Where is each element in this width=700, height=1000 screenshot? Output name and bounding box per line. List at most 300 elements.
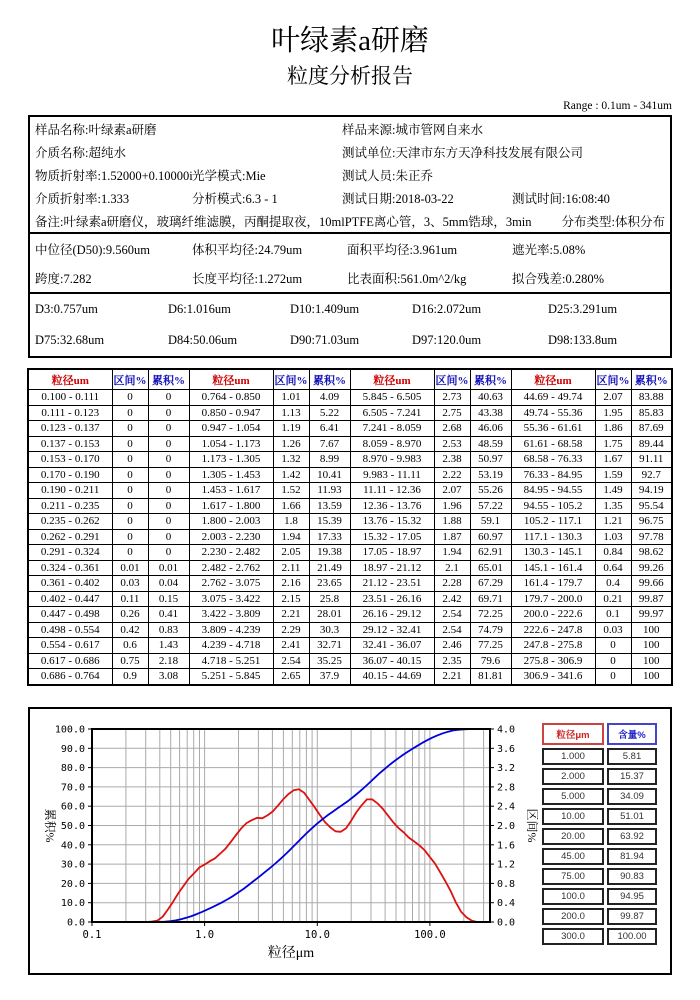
interval-cell: 2.54 — [434, 607, 470, 623]
svg-text:10.0: 10.0 — [304, 928, 330, 941]
size-range-cell: 49.74 - 55.36 — [511, 405, 595, 421]
cumulative-cell: 60.97 — [470, 529, 511, 545]
cumulative-cell: 0.15 — [148, 591, 189, 607]
interval-cell: 1.59 — [595, 467, 631, 483]
size-range-cell: 145.1 - 161.4 — [511, 560, 595, 576]
content-row — [542, 768, 657, 785]
size-range-cell: 0.764 - 0.850 — [189, 390, 273, 406]
d3-value: D3:0.757um — [35, 302, 98, 316]
size-range-cell: 3.809 - 4.239 — [189, 622, 273, 638]
interval-cell: 2.73 — [434, 390, 470, 406]
size-range-cell: 12.36 - 13.76 — [350, 498, 434, 514]
cumulative-cell: 74.79 — [470, 622, 511, 638]
col-header-size: 粒径um — [189, 369, 273, 390]
cumulative-cell: 57.22 — [470, 498, 511, 514]
table-row — [28, 514, 672, 530]
col-header-interval: 区间% — [273, 369, 309, 390]
distribution-table-body — [28, 390, 672, 685]
size-range-cell: 179.7 - 200.0 — [511, 591, 595, 607]
table-row — [28, 405, 672, 421]
cumulative-cell: 85.83 — [631, 405, 672, 421]
table-row — [28, 576, 672, 592]
size-range-cell: 4.718 - 5.251 — [189, 653, 273, 669]
svg-text:0.4: 0.4 — [497, 897, 516, 909]
table-row — [28, 591, 672, 607]
tester: 测试人员:朱正乔 — [342, 168, 433, 183]
test-date: 测试日期:2018-03-22 — [342, 191, 454, 206]
size-range-cell: 1.453 - 1.617 — [189, 483, 273, 499]
interval-cell: 0.11 — [112, 591, 148, 607]
table-row — [28, 452, 672, 468]
span-value: 跨度:7.282 — [35, 271, 92, 286]
sample-info-box — [28, 115, 672, 234]
cumulative-cell: 13.59 — [309, 498, 350, 514]
content-percent-cell: 63.92 — [607, 828, 657, 845]
cumulative-cell: 97.78 — [631, 529, 672, 545]
cumulative-cell: 0.04 — [148, 576, 189, 592]
size-range-cell: 5.845 - 6.505 — [350, 390, 434, 406]
interval-cell: 0.9 — [112, 669, 148, 685]
remark: 备注:叶绿素a研磨仪，玻璃纤维滤膜，丙酮提取夜，10mlPTFE离心管，3、5mm锆球，3min — [35, 214, 532, 229]
cumulative-cell: 23.65 — [309, 576, 350, 592]
content-row — [542, 848, 657, 865]
size-range-cell: 9.983 - 11.11 — [350, 467, 434, 483]
cumulative-cell: 65.01 — [470, 560, 511, 576]
interval-cell: 2.1 — [434, 560, 470, 576]
size-range-cell: 29.12 - 32.41 — [350, 622, 434, 638]
info-row — [30, 117, 670, 140]
cumulative-cell: 8.99 — [309, 452, 350, 468]
content-row — [542, 748, 657, 765]
interval-cell: 1.87 — [434, 529, 470, 545]
size-range-cell: 275.8 - 306.9 — [511, 653, 595, 669]
content-size-cell: 1.000 — [542, 748, 604, 765]
content-size-cell: 300.0 — [542, 928, 604, 945]
size-range-cell: 0.123 - 0.137 — [28, 421, 112, 437]
cumulative-cell: 100 — [631, 638, 672, 654]
interval-cell: 0 — [112, 483, 148, 499]
interval-cell: 0.4 — [595, 576, 631, 592]
interval-cell: 0.84 — [595, 545, 631, 561]
table-row — [28, 529, 672, 545]
cumulative-cell: 43.38 — [470, 405, 511, 421]
interval-cell: 0 — [595, 669, 631, 685]
distribution-type: 分布类型:体积分布 — [561, 214, 665, 229]
d75-value: D75:32.68um — [35, 333, 105, 347]
cumulative-cell: 96.75 — [631, 514, 672, 530]
volume-mean-diameter: 体积平均径:24.79um — [192, 242, 303, 257]
cumulative-cell: 35.25 — [309, 653, 350, 669]
size-range-cell: 17.05 - 18.97 — [350, 545, 434, 561]
analysis-mode: 分析模式:6.3 - 1 — [192, 191, 278, 206]
size-range-cell: 0.617 - 0.686 — [28, 653, 112, 669]
interval-cell: 0 — [112, 545, 148, 561]
cumulative-cell: 6.41 — [309, 421, 350, 437]
table-row — [28, 560, 672, 576]
report-title: 叶绿素a研磨 — [271, 25, 429, 57]
svg-text:10.0: 10.0 — [60, 897, 85, 909]
svg-text:1.6: 1.6 — [497, 839, 516, 851]
cumulative-cell: 40.63 — [470, 390, 511, 406]
cumulative-cell: 15.39 — [309, 514, 350, 530]
interval-cell: 0 — [112, 436, 148, 452]
interval-cell: 0.01 — [112, 560, 148, 576]
cumulative-cell: 72.25 — [470, 607, 511, 623]
size-range-cell: 0.100 - 0.111 — [28, 390, 112, 406]
col-header-size: 粒径um — [350, 369, 434, 390]
size-range-cell: 161.4 - 179.7 — [511, 576, 595, 592]
size-range-cell: 7.241 - 8.059 — [350, 421, 434, 437]
interval-cell: 1.94 — [273, 529, 309, 545]
cumulative-cell: 0 — [148, 405, 189, 421]
content-row — [542, 788, 657, 805]
content-size-cell: 45.00 — [542, 848, 604, 865]
interval-cell: 2.16 — [273, 576, 309, 592]
cumulative-cell: 4.09 — [309, 390, 350, 406]
cumulative-cell: 7.67 — [309, 436, 350, 452]
size-range-cell: 44.69 - 49.74 — [511, 390, 595, 406]
size-range-cell: 0.947 - 1.054 — [189, 421, 273, 437]
size-range-cell: 3.422 - 3.809 — [189, 607, 273, 623]
cumulative-cell: 99.26 — [631, 560, 672, 576]
svg-text:70.0: 70.0 — [60, 781, 85, 793]
cumulative-cell: 0 — [148, 529, 189, 545]
summary-box — [28, 234, 672, 294]
table-row — [28, 483, 672, 499]
cumulative-cell: 0 — [148, 545, 189, 561]
content-row — [542, 928, 657, 945]
interval-cell: 0.03 — [112, 576, 148, 592]
svg-text:0.8: 0.8 — [497, 878, 516, 890]
cumulative-cell: 3.08 — [148, 669, 189, 685]
d-values-row — [30, 294, 670, 325]
size-range-cell: 247.8 - 275.8 — [511, 638, 595, 654]
material-refractive-index: 物质折射率:1.52000+0.10000i — [35, 168, 193, 183]
svg-text:1.0: 1.0 — [195, 928, 215, 941]
summary-row — [30, 234, 670, 263]
interval-cell: 1.21 — [595, 514, 631, 530]
table-row — [28, 467, 672, 483]
cumulative-cell: 25.8 — [309, 591, 350, 607]
report-subtitle: 粒度分析报告 — [287, 64, 413, 88]
size-range-cell: 1.305 - 1.453 — [189, 467, 273, 483]
cumulative-cell: 99.66 — [631, 576, 672, 592]
size-range-cell: 2.003 - 2.230 — [189, 529, 273, 545]
svg-text:90.0: 90.0 — [60, 743, 85, 755]
table-row — [28, 653, 672, 669]
size-range-cell: 1.173 - 1.305 — [189, 452, 273, 468]
cumulative-cell: 99.97 — [631, 607, 672, 623]
interval-cell: 0.26 — [112, 607, 148, 623]
content-percent-cell: 5.81 — [607, 748, 657, 765]
interval-cell: 0.75 — [112, 653, 148, 669]
content-size-cell: 10.00 — [542, 808, 604, 825]
interval-cell: 1.49 — [595, 483, 631, 499]
col-header-interval: 区间% — [434, 369, 470, 390]
interval-cell: 1.96 — [434, 498, 470, 514]
interval-cell: 1.26 — [273, 436, 309, 452]
cumulative-cell: 99.87 — [631, 591, 672, 607]
cumulative-cell: 94.19 — [631, 483, 672, 499]
particle-size-chart — [30, 709, 542, 973]
table-row — [28, 669, 672, 685]
col-header-cumulative: 累积% — [470, 369, 511, 390]
content-percent-cell: 94.95 — [607, 888, 657, 905]
interval-cell: 2.29 — [273, 622, 309, 638]
sample-source: 样品来源:城市管网自来水 — [342, 122, 483, 137]
content-percent-cell: 15.37 — [607, 768, 657, 785]
size-range-cell: 306.9 - 341.6 — [511, 669, 595, 685]
svg-text:20.0: 20.0 — [60, 878, 85, 890]
table-row — [28, 545, 672, 561]
d84-value: D84:50.06um — [168, 333, 238, 347]
content-percent-cell: 100.00 — [607, 928, 657, 945]
interval-cell: 0 — [595, 653, 631, 669]
table-row — [28, 436, 672, 452]
cumulative-cell: 0 — [148, 421, 189, 437]
cumulative-cell: 19.38 — [309, 545, 350, 561]
col-header-interval: 区间% — [595, 369, 631, 390]
cumulative-cell: 0.41 — [148, 607, 189, 623]
interval-cell: 0 — [112, 514, 148, 530]
info-row — [30, 163, 670, 186]
col-header-cumulative: 累积% — [309, 369, 350, 390]
size-range-cell: 3.075 - 3.422 — [189, 591, 273, 607]
interval-cell: 2.07 — [434, 483, 470, 499]
cumulative-cell: 5.22 — [309, 405, 350, 421]
size-range-cell: 68.58 - 76.33 — [511, 452, 595, 468]
cumulative-cell: 0.83 — [148, 622, 189, 638]
col-header-size: 粒径um — [511, 369, 595, 390]
size-range-cell: 32.41 - 36.07 — [350, 638, 434, 654]
interval-cell: 2.65 — [273, 669, 309, 685]
content-row — [542, 888, 657, 905]
test-time: 测试时间:16:08:40 — [512, 191, 610, 206]
size-range-cell: 94.55 - 105.2 — [511, 498, 595, 514]
size-range-cell: 0.190 - 0.211 — [28, 483, 112, 499]
cumulative-cell: 62.91 — [470, 545, 511, 561]
interval-cell: 0 — [112, 452, 148, 468]
col-header-cumulative: 累积% — [631, 369, 672, 390]
distribution-table — [27, 368, 673, 686]
cumulative-cell: 83.88 — [631, 390, 672, 406]
medium-refractive-index: 介质折射率:1.333 — [35, 191, 130, 206]
svg-text:区间%: 区间% — [525, 808, 539, 842]
content-percent-cell: 81.94 — [607, 848, 657, 865]
cumulative-cell: 77.25 — [470, 638, 511, 654]
size-range-cell: 0.291 - 0.324 — [28, 545, 112, 561]
content-percent-cell: 34.09 — [607, 788, 657, 805]
cumulative-cell: 37.9 — [309, 669, 350, 685]
size-range-cell: 200.0 - 222.6 — [511, 607, 595, 623]
content-size-cell: 200.0 — [542, 908, 604, 925]
size-range-cell: 0.137 - 0.153 — [28, 436, 112, 452]
size-range-cell: 2.762 - 3.075 — [189, 576, 273, 592]
size-range-cell: 1.617 - 1.800 — [189, 498, 273, 514]
interval-cell: 1.8 — [273, 514, 309, 530]
table-row — [28, 390, 672, 406]
header-row — [542, 723, 657, 745]
size-range-cell: 8.059 - 8.970 — [350, 436, 434, 452]
interval-cell: 2.15 — [273, 591, 309, 607]
cumulative-cell: 53.19 — [470, 467, 511, 483]
size-range-cell: 0.211 - 0.235 — [28, 498, 112, 514]
size-range-cell: 0.850 - 0.947 — [189, 405, 273, 421]
cumulative-cell: 46.06 — [470, 421, 511, 437]
size-range-cell: 4.239 - 4.718 — [189, 638, 273, 654]
interval-cell: 2.28 — [434, 576, 470, 592]
interval-cell: 2.21 — [434, 669, 470, 685]
svg-text:0.1: 0.1 — [82, 928, 102, 941]
size-range-cell: 2.482 - 2.762 — [189, 560, 273, 576]
cumulative-cell: 10.41 — [309, 467, 350, 483]
sample-name: 样品名称:叶绿素a研磨 — [35, 122, 157, 137]
summary-row — [30, 263, 670, 292]
svg-text:1.2: 1.2 — [497, 859, 516, 871]
interval-cell: 1.95 — [595, 405, 631, 421]
cumulative-cell: 100 — [631, 622, 672, 638]
interval-cell: 0.6 — [112, 638, 148, 654]
size-range-cell: 105.2 - 117.1 — [511, 514, 595, 530]
size-range-cell: 0.324 - 0.361 — [28, 560, 112, 576]
content-percent-cell: 90.83 — [607, 868, 657, 885]
interval-cell: 2.21 — [273, 607, 309, 623]
size-range-cell: 0.170 - 0.190 — [28, 467, 112, 483]
size-range-cell: 130.3 - 145.1 — [511, 545, 595, 561]
cumulative-cell: 67.29 — [470, 576, 511, 592]
interval-cell: 0 — [112, 498, 148, 514]
cumulative-cell: 89.44 — [631, 436, 672, 452]
interval-cell: 2.54 — [434, 622, 470, 638]
d98-value: D98:133.8um — [548, 333, 618, 347]
obscuration: 遮光率:5.08% — [512, 242, 586, 257]
size-range-cell: 18.97 - 21.12 — [350, 560, 434, 576]
test-org: 测试单位:天津市东方天净科技发展有限公司 — [342, 145, 583, 160]
interval-cell: 0 — [112, 421, 148, 437]
interval-cell: 2.42 — [434, 591, 470, 607]
interval-cell: 1.42 — [273, 467, 309, 483]
cumulative-cell: 28.01 — [309, 607, 350, 623]
content-size-cell: 75.00 — [542, 868, 604, 885]
info-row — [30, 209, 670, 232]
interval-cell: 2.35 — [434, 653, 470, 669]
specific-surface-area: 比表面积:561.0m^2/kg — [347, 271, 467, 286]
interval-cell: 0.21 — [595, 591, 631, 607]
d90-value: D90:71.03um — [290, 333, 360, 347]
interval-cell: 1.19 — [273, 421, 309, 437]
size-range-cell: 0.262 - 0.291 — [28, 529, 112, 545]
interval-cell: 1.35 — [595, 498, 631, 514]
info-row — [30, 140, 670, 163]
content-percent-cell: 99.87 — [607, 908, 657, 925]
cumulative-cell: 17.33 — [309, 529, 350, 545]
col-header-interval: 区间% — [112, 369, 148, 390]
svg-text:60.0: 60.0 — [60, 801, 85, 813]
interval-cell: 2.46 — [434, 638, 470, 654]
content-size-cell: 20.00 — [542, 828, 604, 845]
size-range-cell: 55.36 - 61.61 — [511, 421, 595, 437]
cumulative-cell: 100 — [631, 669, 672, 685]
cumulative-cell: 87.69 — [631, 421, 672, 437]
size-range-cell: 76.33 - 84.95 — [511, 467, 595, 483]
cumulative-cell: 21.49 — [309, 560, 350, 576]
interval-cell: 1.13 — [273, 405, 309, 421]
size-range-cell: 15.32 - 17.05 — [350, 529, 434, 545]
size-range-cell: 2.230 - 2.482 — [189, 545, 273, 561]
interval-cell: 2.75 — [434, 405, 470, 421]
svg-text:50.0: 50.0 — [60, 820, 85, 832]
size-range-cell: 0.153 - 0.170 — [28, 452, 112, 468]
size-range-cell: 0.402 - 0.447 — [28, 591, 112, 607]
interval-cell: 0 — [112, 405, 148, 421]
size-range-cell: 6.505 - 7.241 — [350, 405, 434, 421]
size-range-cell: 117.1 - 130.3 — [511, 529, 595, 545]
content-row — [542, 828, 657, 845]
cumulative-cell: 0 — [148, 390, 189, 406]
table-row — [28, 607, 672, 623]
svg-text:40.0: 40.0 — [60, 839, 85, 851]
content-size-cell: 100.0 — [542, 888, 604, 905]
interval-cell: 1.94 — [434, 545, 470, 561]
table-row — [28, 421, 672, 437]
d-values-row — [30, 325, 670, 356]
cumulative-cell: 55.26 — [470, 483, 511, 499]
cumulative-cell: 95.54 — [631, 498, 672, 514]
interval-cell: 2.53 — [434, 436, 470, 452]
content-header-size: 粒径μm — [542, 723, 604, 745]
cumulative-cell: 0.01 — [148, 560, 189, 576]
svg-text:0.0: 0.0 — [66, 917, 85, 928]
content-table — [539, 720, 660, 948]
size-range-cell: 21.12 - 23.51 — [350, 576, 434, 592]
cumulative-cell: 30.3 — [309, 622, 350, 638]
cumulative-cell: 59.1 — [470, 514, 511, 530]
interval-cell: 0 — [112, 467, 148, 483]
cumulative-cell: 50.97 — [470, 452, 511, 468]
interval-cell: 2.54 — [273, 653, 309, 669]
interval-cell: 1.86 — [595, 421, 631, 437]
content-row — [542, 868, 657, 885]
svg-text:30.0: 30.0 — [60, 859, 85, 871]
cumulative-cell: 0 — [148, 436, 189, 452]
length-mean-diameter: 长度平均径:1.272um — [192, 271, 303, 286]
area-mean-diameter: 面积平均径:3.961um — [347, 242, 458, 257]
svg-text:累积%: 累积% — [43, 808, 57, 842]
median-d50: 中位径(D50):9.560um — [35, 242, 150, 257]
size-range-cell: 36.07 - 40.15 — [350, 653, 434, 669]
chart-box — [28, 707, 672, 975]
interval-cell: 1.67 — [595, 452, 631, 468]
size-range-cell: 13.76 - 15.32 — [350, 514, 434, 530]
svg-text:3.6: 3.6 — [497, 743, 516, 755]
d97-value: D97:120.0um — [412, 333, 482, 347]
size-range-cell: 5.251 - 5.845 — [189, 669, 273, 685]
size-range-cell: 0.686 - 0.764 — [28, 669, 112, 685]
table-row — [28, 638, 672, 654]
size-range-cell: 222.6 - 247.8 — [511, 622, 595, 638]
content-size-cell: 5.000 — [542, 788, 604, 805]
col-header-size: 粒径um — [28, 369, 112, 390]
range-note: Range : 0.1um - 341um — [563, 100, 672, 112]
interval-cell: 1.88 — [434, 514, 470, 530]
interval-cell: 1.32 — [273, 452, 309, 468]
cumulative-cell: 100 — [631, 653, 672, 669]
size-range-cell: 0.361 - 0.402 — [28, 576, 112, 592]
d10-value: D10:1.409um — [290, 302, 360, 316]
interval-cell: 2.11 — [273, 560, 309, 576]
interval-cell: 1.01 — [273, 390, 309, 406]
table-row — [28, 498, 672, 514]
